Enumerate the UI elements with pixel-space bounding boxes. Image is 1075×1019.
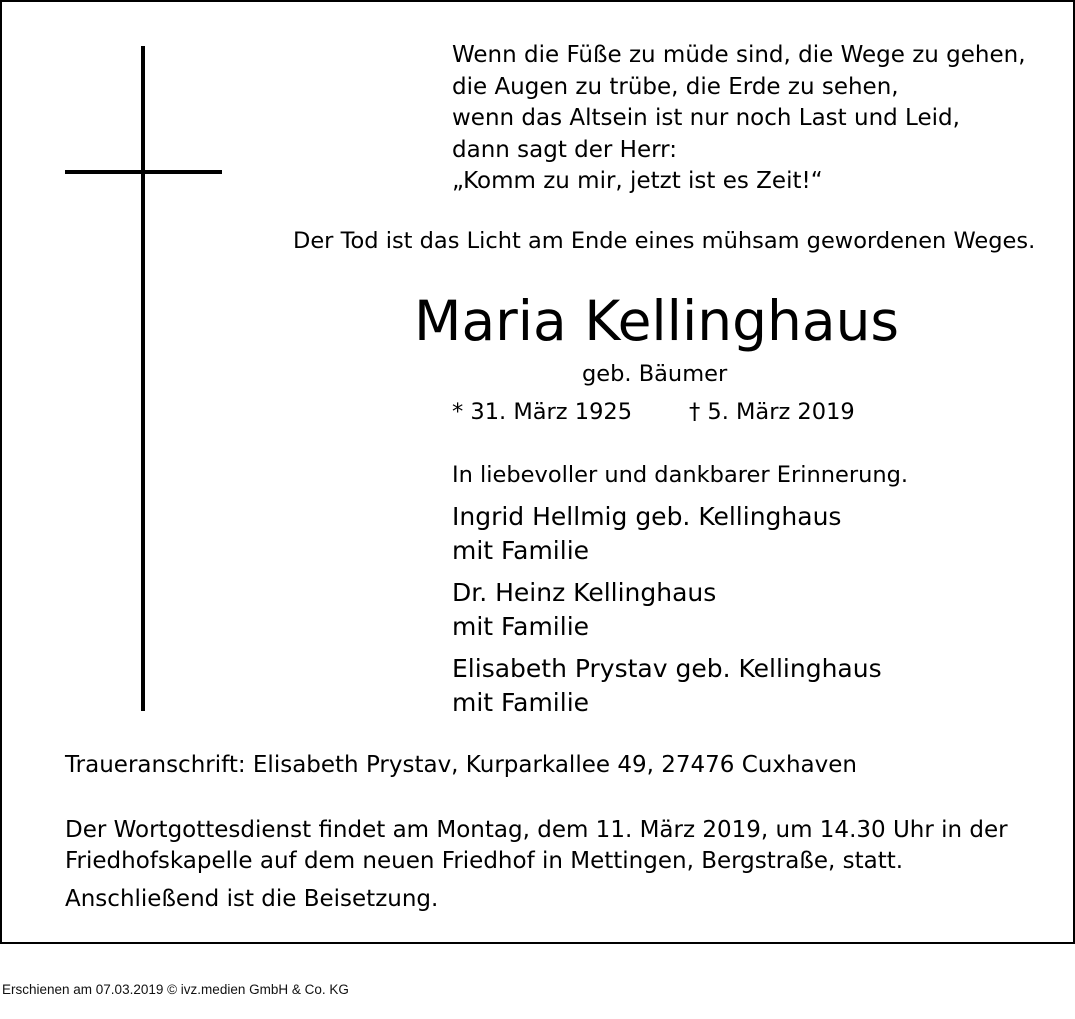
mourner-name: Elisabeth Prystav geb. Kellinghaus bbox=[452, 654, 882, 683]
mourner-suffix: mit Familie bbox=[452, 688, 590, 717]
burial-note: Anschließend ist die Beisetzung. bbox=[65, 886, 439, 912]
birth-date: * 31. März 1925 bbox=[452, 399, 633, 425]
poem-line: dann sagt der Herr: bbox=[452, 136, 677, 163]
mourner-entry bbox=[452, 576, 716, 644]
poem bbox=[452, 40, 1026, 198]
service-line: Der Wortgottesdienst findet am Montag, dem 11. März 2019, um 14.30 Uhr in der bbox=[65, 817, 1008, 843]
cross-icon-vertical-bar bbox=[141, 46, 145, 711]
mourner-entry bbox=[452, 652, 882, 720]
poem-line: „Komm zu mir, jetzt ist es Zeit!“ bbox=[452, 168, 823, 194]
service-info bbox=[65, 815, 1008, 877]
mourner-name: Dr. Heinz Kellinghaus bbox=[452, 578, 717, 607]
mourner-entry bbox=[452, 500, 841, 568]
cross-icon-horizontal-bar bbox=[65, 170, 222, 174]
mourner-name: Ingrid Hellmig geb. Kellinghaus bbox=[452, 502, 842, 531]
mourner-suffix: mit Familie bbox=[452, 536, 590, 565]
deceased-name: Maria Kellinghaus bbox=[414, 289, 900, 353]
death-date: † 5. März 2019 bbox=[689, 399, 855, 425]
motto: Der Tod ist das Licht am Ende eines mühsam gewordenen Weges. bbox=[293, 228, 1036, 254]
maiden-name: geb. Bäumer bbox=[582, 361, 728, 387]
publication-footer: Erschienen am 07.03.2019 © ivz.medien GmbH & Co. KG bbox=[2, 982, 349, 997]
mourner-suffix: mit Familie bbox=[452, 612, 590, 641]
poem-line: Wenn die Füße zu müde sind, die Wege zu gehen, bbox=[452, 42, 1026, 68]
memory-line: In liebevoller und dankbarer Erinnerung. bbox=[452, 462, 909, 488]
poem-line: wenn das Altsein ist nur noch Last und Leid, bbox=[452, 105, 960, 131]
service-line: Friedhofskapelle auf dem neuen Friedhof in Mettingen, Bergstraße, statt. bbox=[65, 848, 904, 874]
mourning-address: Traueranschrift: Elisabeth Prystav, Kurparkallee 49, 27476 Cuxhaven bbox=[65, 752, 857, 778]
poem-line: die Augen zu trübe, die Erde zu sehen, bbox=[452, 73, 899, 100]
